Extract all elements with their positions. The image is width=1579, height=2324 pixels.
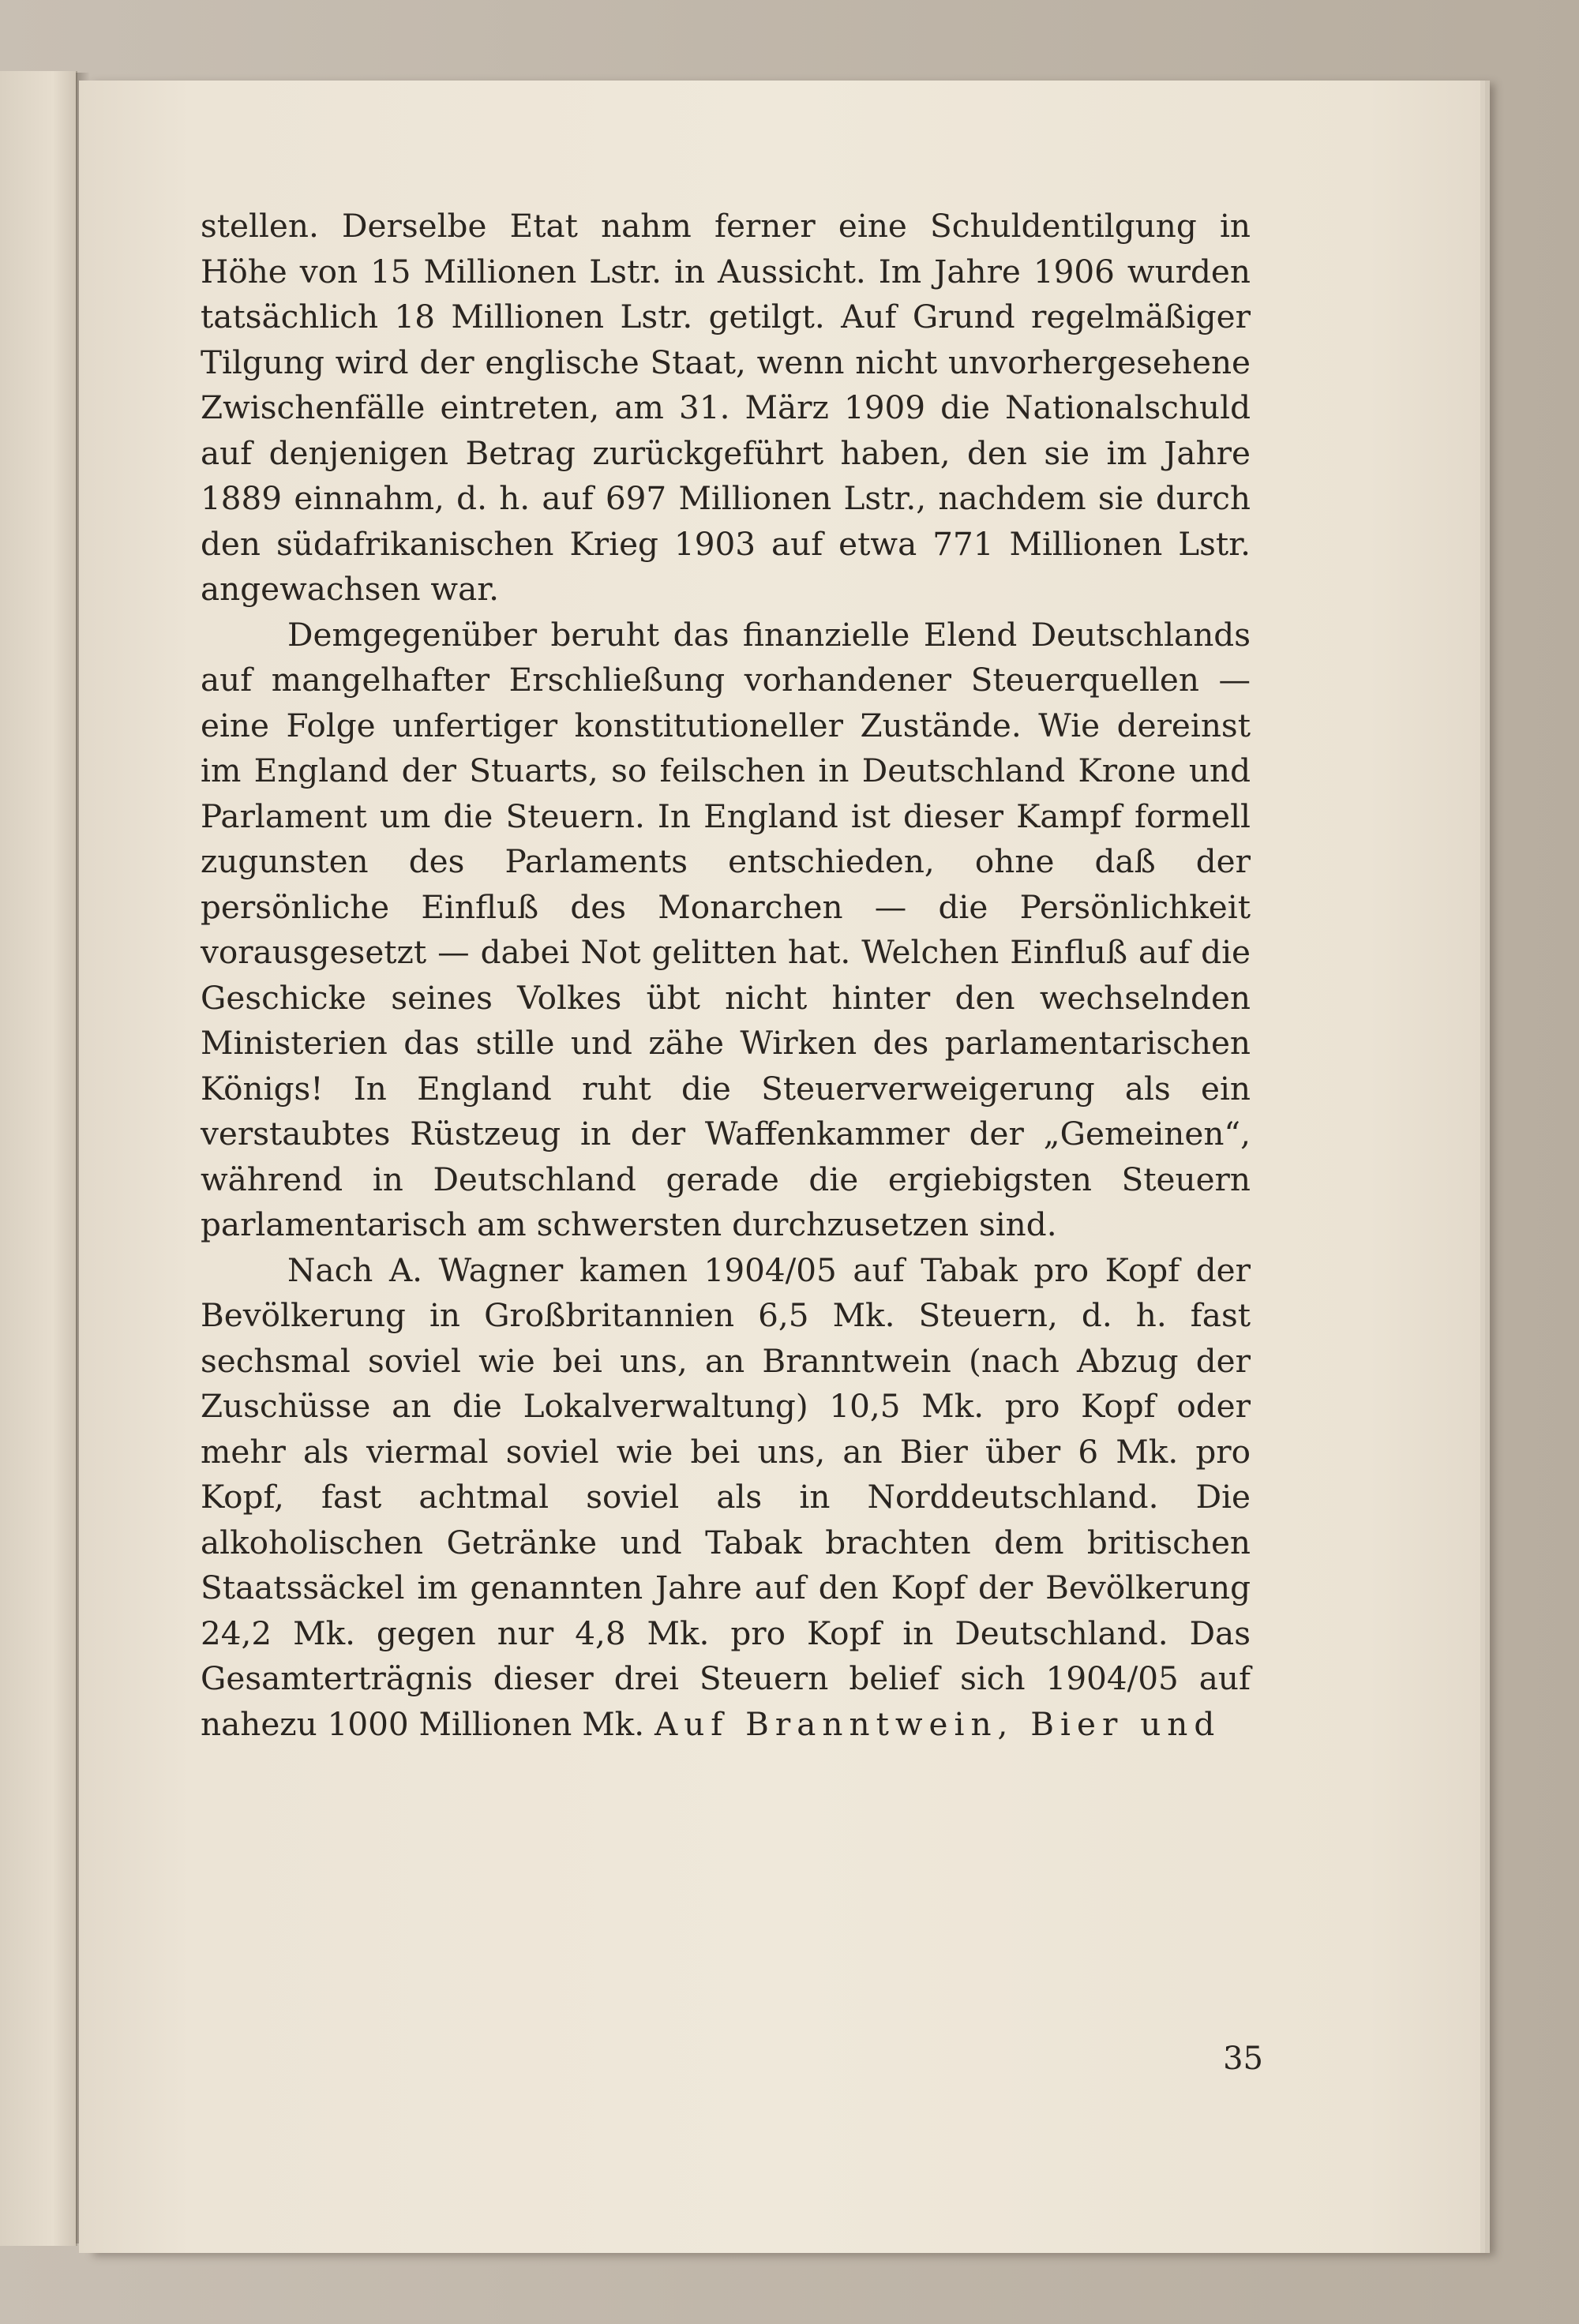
paragraph-1: stellen. Derselbe Etat nahm ferner eine Schuldentilgung in Höhe von 15 Millionen Lstr. in Aussicht. Im Jahre 1906 wurden tatsächlich 18 Millionen Lstr. getilgt. Auf Grund regelmäßiger Tilgung wird der englische Staat, wenn nicht unvorhergesehene Zwischenfälle eintreten, am 31. März 1909 die Nationalschuld auf denjenigen Betrag zurückgeführt haben, den sie im Jahre 1889 einnahm, d. h. auf 697 Millionen Lstr., nachdem sie durch den südafrikanischen Krieg 1903 auf etwa 771 Millionen Lstr. angewachsen war. [201, 207, 1251, 608]
paragraph-3-text: Nach A. Wagner kamen 1904/05 auf Tabak pro Kopf der Bevölkerung in Großbritannien 6,5 Mk. Steuern, d. h. fast sechsmal soviel wie bei uns, an Branntwein (nach Abzug der Zuschüsse an die Lokalverwaltung) 10,5 Mk. pro Kopf oder mehr als viermal soviel wie bei uns, an Bier über 6 Mk. pro Kopf, fast achtmal soviel als in Norddeutschland. Die alkoholischen Getränke und Tabak brachten dem britischen Staatssäckel im genannten Jahre auf den Kopf der Bevölkerung 24,2 Mk. gegen nur 4,8 Mk. pro Kopf in Deutschland. Das Gesamterträgnis dieser drei Steuern belief sich 1904/05 auf nahezu 1000 Millionen Mk. [201, 1250, 1251, 1743]
page-number: 35 [1223, 2041, 1263, 2077]
paragraph-3 [201, 1248, 1251, 1748]
left-page-edge [0, 71, 77, 2246]
paragraph-3-spaced-text: Auf Branntwein, Bier und [654, 1704, 1221, 1743]
body-text [201, 204, 1251, 1747]
paragraph-2: Demgegenüber beruht das finanzielle Elend Deutschlands auf mangelhafter Erschließung vorhandener Steuerquellen — eine Folge unfertiger konstitutioneller Zustände. Wie dereinst im England der Stuarts, so feilschen in Deutschland Krone und Parlament um die Steuern. In England ist dieser Kampf formell zugunsten des Parlaments entschieden, ohne daß der persönliche Einfluß des Monarchen — die Persönlichkeit vorausgesetzt — dabei Not gelitten hat. Welchen Einfluß auf die Geschicke seines Volkes übt nicht hinter den wechselnden Ministerien das stille und zähe Wirken des parlamentarischen Königs! In England ruht die Steuerverweigerung als ein verstaubtes Rüstzeug in der Waffenkammer der „Gemeinen“, während in Deutschland gerade die ergiebigsten Steuern parlamentarisch am schwersten durchzusetzen sind. [201, 615, 1251, 1243]
